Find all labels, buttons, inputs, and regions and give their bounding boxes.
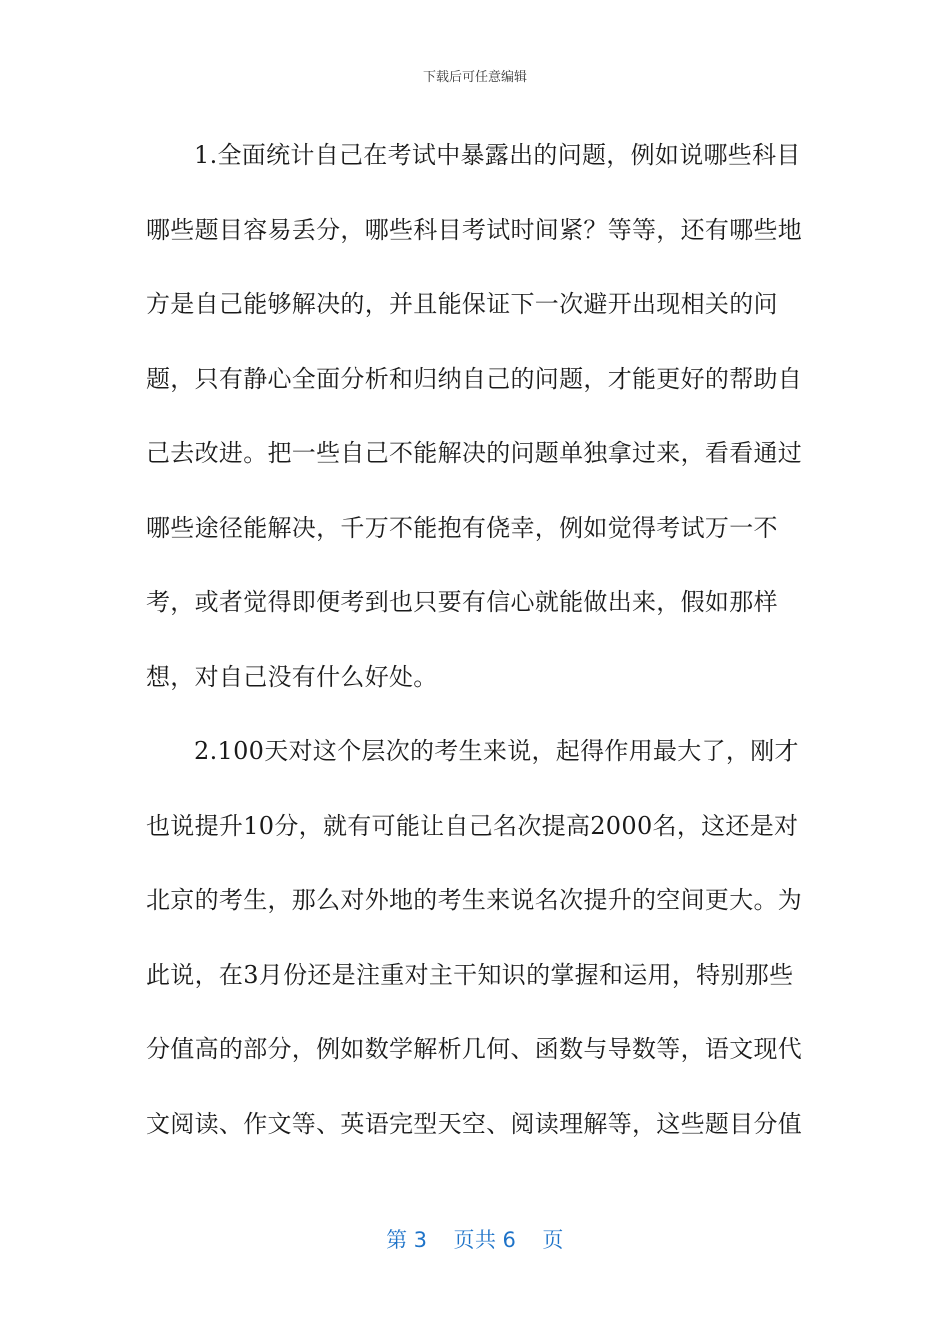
page-footer (0, 1224, 950, 1254)
page-header: 下载后可任意编辑 (422, 70, 527, 85)
document-body (146, 118, 806, 1161)
footer-current-page: 3 (413, 1228, 428, 1252)
paragraph-1: 1.全面统计自己在考试中暴露出的问题，例如说哪些科目哪些题目容易丢分，哪些科目考试时间紧？等等，还有哪些地方是自己能够解决的，并且能保证下一次避开出现相关的问题，只有静心全面分析和归纳自己的问题，才能更好的帮助自己去改进。把一些自己不能解决的问题单独拿过来，看看通过哪些途径能解决，千万不能抱有侥幸，例如觉得考试万一不考，或者觉得即便考到也只要有信心就能做出来，假如那样想，对自己没有什么好处。 (146, 141, 803, 691)
footer-middle: 页共 (453, 1228, 497, 1252)
footer-total-pages: 6 (502, 1228, 517, 1252)
paragraph-2: 2.100天对这个层次的考生来说，起得作用最大了，刚才也说提升10分，就有可能让自己名次提高2000名，这还是对北京的考生，那么对外地的考生来说名次提升的空间更大。为此说，在3月份还是注重对主干知识的掌握和运用，特别那些分值高的部分，例如数学解析几何、函数与导数等，语文现代文阅读、作文等、英语完型天空、阅读理解等，这些题目分值 (146, 737, 803, 1138)
footer-suffix: 页 (542, 1228, 564, 1252)
footer-prefix: 第 (386, 1228, 408, 1252)
